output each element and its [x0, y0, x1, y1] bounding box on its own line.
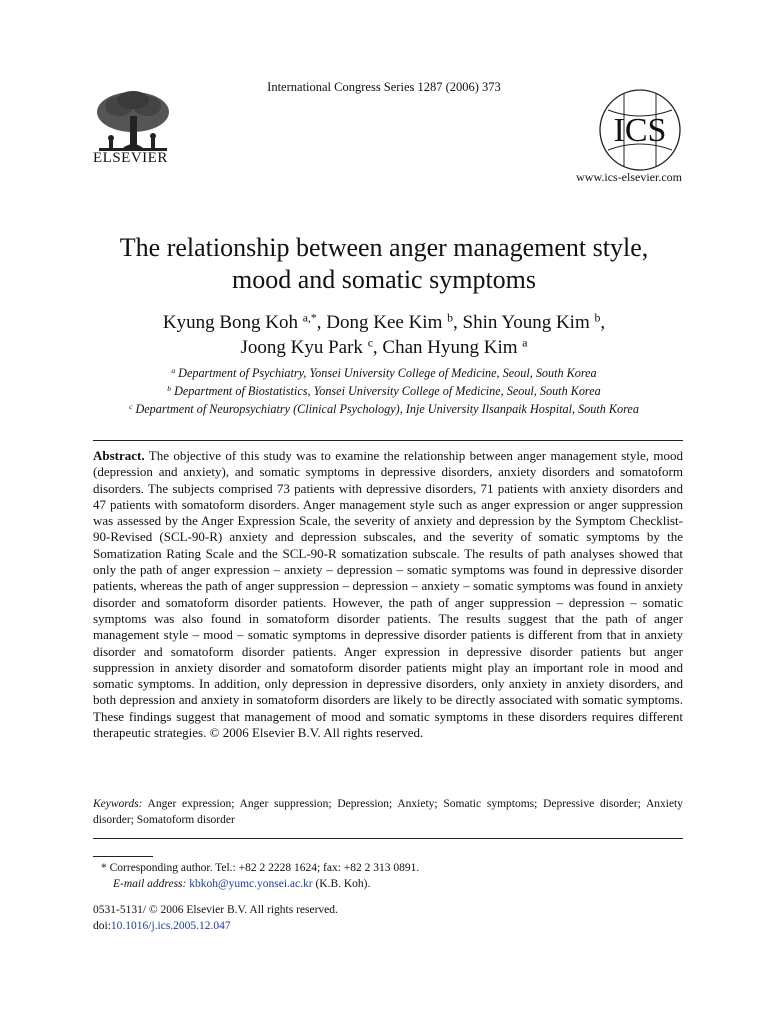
- author-name: Kyung Bong Koh: [162, 312, 298, 333]
- authors-line-1: [60, 310, 708, 335]
- affiliation-text: Department of Biostatistics, Yonsei University College of Medicine, Seoul, South Korea: [174, 384, 601, 398]
- affiliation-b: [60, 382, 708, 400]
- author-name: Shin Young Kim: [462, 312, 590, 333]
- keywords-text: Anger expression; Anger suppression; Depression; Anxiety; Somatic symptoms; Depressive disorder; Anxiety disorder; Somatoform disorder: [93, 798, 683, 826]
- article-title: [60, 232, 708, 296]
- author-separator: ,: [316, 312, 327, 333]
- author-name: Joong Kyu Park: [240, 337, 363, 358]
- doi-line: [93, 918, 338, 934]
- title-line-1: The relationship between anger management style,: [119, 233, 649, 262]
- abstract-top-rule: [93, 440, 683, 441]
- abstract-label: Abstract.: [93, 448, 145, 463]
- affiliation-a: [60, 364, 708, 382]
- email-label: E-mail address:: [113, 878, 187, 890]
- author-affiliation-mark[interactable]: b: [447, 311, 453, 325]
- affiliation-mark: c: [129, 401, 133, 411]
- keywords-label: Keywords:: [93, 798, 143, 810]
- title-line-2: mood and somatic symptoms: [231, 265, 537, 294]
- footnote-rule: [93, 856, 153, 857]
- doi-link[interactable]: 10.1016/j.ics.2005.12.047: [110, 920, 231, 932]
- footnote-mark: *: [101, 862, 107, 874]
- authors-line-2: [60, 335, 708, 360]
- journal-reference: International Congress Series 1287 (2006) 373: [267, 80, 501, 94]
- journal-url[interactable]: www.ics-elsevier.com: [576, 170, 682, 184]
- keywords: [93, 796, 683, 828]
- ics-logo: [596, 86, 684, 174]
- publisher-name: ELSEVIER: [93, 150, 168, 166]
- author-affiliation-mark[interactable]: b: [594, 311, 601, 325]
- author-affiliation-mark[interactable]: a,*: [302, 311, 317, 325]
- author-list: [60, 310, 708, 360]
- affiliation-mark: b: [167, 383, 172, 393]
- author-separator: ,: [600, 312, 606, 333]
- author-separator: ,: [372, 337, 383, 358]
- copyright-line: 0531-5131/ © 2006 Elsevier B.V. All rights reserved.: [93, 904, 338, 916]
- author-affiliation-mark[interactable]: c: [367, 336, 373, 350]
- footnote-line-1: [93, 860, 683, 876]
- abstract-bottom-rule: [93, 838, 683, 839]
- abstract: [93, 448, 683, 741]
- author-name: Chan Hyung Kim: [382, 337, 518, 358]
- abstract-text: The objective of this study was to examine the relationship between anger management style, mood (depression and anxiety), and somatic symptoms in depressive disorders, anxiety disorders and somatoform disorders. The subjects comprised 73 patients with depressive disorders, 71 patients with anxiety disorders and 47 patients with somatoform disorders. Anger management style such as anger expression or anger suppression was assessed by the Anger Expression Scale, the severity of anxiety and depression by the Symptom Checklist-90-Revised (SCL-90-R) anxiety and depression subscales, and the severity of somatic symptoms by the Somatization Rating Scale and the SCL-90-R somatization subscale. The results of path analyses showed that only the path of anger expression – anxiety – depression – somatic symptoms was found in depressive disorder patients, whereas the path of anger suppression – depression – anxiety – somatic symptoms was found in anxiety disorder and somatoform disorder patients. However, the path of anger suppression – depression – somatic symptoms was also found in somatoform disorder patients. The results suggest that the path of anger management style – mood – somatic symptoms in depressive disorder patients is different from that in anxiety disorder and somatoform disorder patients. Anger expression in depressive disorder patients but anger suppression in anxiety disorder and somatoform disorder patients might play an important role in mood and somatic symptoms. In addition, only depression in depressive disorders, only anxiety in anxiety disorders, and both depression and anxiety in somatoform disorders are likely to be directly associated with somatic symptoms. These findings suggest that management of mood and somatic symptoms in these disorders requires different therapeutic strategies. © 2006 Elsevier B.V. All rights reserved.: [93, 448, 683, 741]
- affiliation-text: Department of Neuropsychiatry (Clinical Psychology), Inje University Ilsanpaik Hospital, South Korea: [135, 402, 639, 416]
- ics-logo-text: ICS: [613, 112, 667, 149]
- copyright-block: [93, 902, 338, 934]
- email-suffix: (K.B. Koh).: [315, 878, 371, 890]
- author-affiliation-mark[interactable]: a: [522, 336, 528, 350]
- footnote: [93, 860, 683, 892]
- author-name: Dong Kee Kim: [326, 312, 443, 333]
- affiliations: [60, 364, 708, 418]
- affiliation-text: Department of Psychiatry, Yonsei University College of Medicine, Seoul, South Korea: [178, 366, 597, 380]
- footnote-line-2: [93, 876, 683, 892]
- author-separator: ,: [453, 312, 463, 333]
- email-link[interactable]: kbkoh@yumc.yonsei.ac.kr: [189, 878, 313, 890]
- affiliation-mark: a: [171, 365, 176, 375]
- affiliation-c: [60, 400, 708, 418]
- doi-label: doi:: [93, 920, 111, 932]
- footnote-corresponding: Corresponding author. Tel.: +82 2 2228 1624; fax: +82 2 313 0891.: [109, 862, 420, 874]
